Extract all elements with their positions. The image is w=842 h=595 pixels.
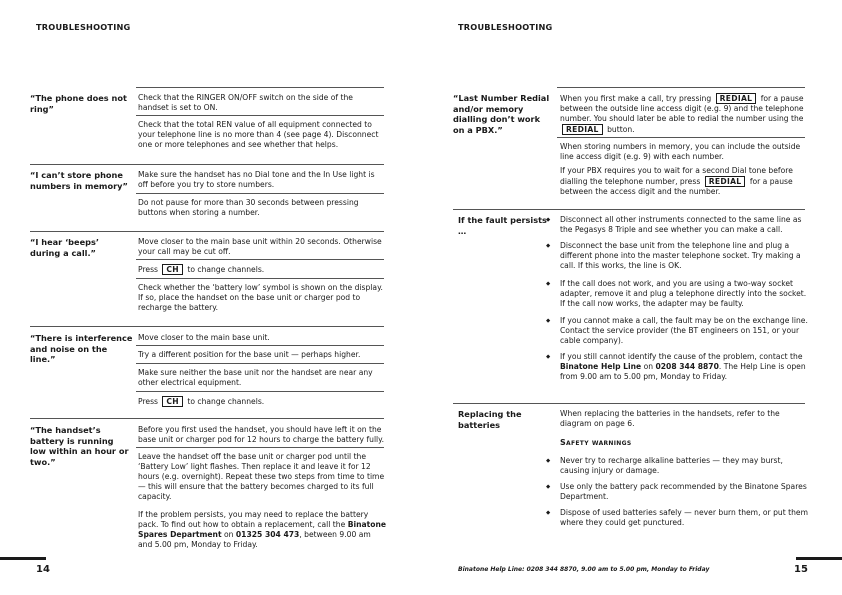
page-header-left: TROUBLESHOOTING	[36, 22, 131, 32]
divider	[136, 363, 384, 364]
answer-press-ch	[138, 264, 386, 275]
answer-redial-pause	[560, 93, 808, 135]
divider	[136, 345, 384, 346]
ch-key-icon: CH	[162, 396, 183, 407]
bullet-item: ◆ Use only the battery pack recommended by the Binatone Spares Department.	[560, 482, 808, 502]
section-divider	[30, 418, 384, 419]
answer-text: for a pause between the access digit and the number.	[560, 177, 793, 196]
answer-text: If your PBX requires you to wait for a second Dial tone before dialling the telephone number, press	[560, 166, 793, 186]
footer-bar	[796, 557, 842, 560]
answer-text: Check whether the ‘battery low’ symbol is shown on the display. If so, place the handset on the base unit or charger pod to recharge the battery.	[138, 283, 383, 312]
answer-pbx-wait	[560, 166, 808, 197]
divider	[136, 278, 384, 279]
answer-text: When storing numbers in memory, you can include the outside line access digit (e.g. 9) with each number.	[560, 142, 801, 161]
question-cant-store-numbers: “I can’t store phone numbers in memory”	[30, 170, 128, 191]
answer-text: on	[643, 362, 654, 371]
question-phone-no-ring: “The phone does not ring”	[30, 93, 127, 114]
answer-text: Try a different position for the base unit — perhaps higher.	[138, 350, 361, 359]
footer-help-line: Binatone Help Line: 0208 344 8870, 9.00 am to 5.00 pm, Monday to Friday	[458, 566, 710, 573]
spares-department-name: Binatone Spares Department	[138, 520, 387, 539]
section-divider	[30, 164, 384, 165]
divider	[136, 447, 384, 448]
redial-key-icon: REDIAL	[562, 124, 603, 135]
question-battery-low: “The handset’s battery is running low within an hour or two.”	[30, 425, 129, 467]
divider	[557, 137, 805, 138]
answer-text: When you first make a call, try pressing	[560, 94, 712, 103]
answer-text: When replacing the batteries in the handsets, refer to the diagram on page 6.	[560, 409, 780, 428]
bullet-item: ◆ Dispose of used batteries safely — never burn them, or put them where they could get punctured.	[560, 508, 808, 528]
answer-text: Leave the handset off the base unit or charger pod until the ‘Battery Low’ light flashes. Then replace it and leave it for 12 hours (e.g. overnight). Repeat these two steps from time to time — this will ensure that the battery becomes charged to its full capacity.	[138, 452, 385, 501]
divider	[136, 87, 384, 88]
answer-text: Move closer to the main base unit within 20 seconds. Otherwise your call may be cut off.	[138, 237, 382, 256]
bullet-item: ◆ Never try to recharge alkaline batteries — they may burst, causing injury or damage.	[560, 456, 808, 476]
answer-text: to change channels.	[187, 397, 265, 406]
answer-text: . The Help Line is open from 9.00 am to 5.00 pm, Monday to Friday.	[560, 362, 806, 381]
answer-text: to change channels.	[187, 265, 265, 274]
question-interference: “There is interference and noise on the line.”	[30, 333, 133, 364]
bullet-item: ◆ Disconnect all other instruments connected to the same line as the Pegasys 8 Triple and see whether you can make a call.	[560, 215, 808, 235]
divider	[136, 259, 384, 260]
help-line-number: 0208 344 8870	[655, 362, 719, 371]
question-fault-persists: If the fault persists …	[458, 215, 547, 236]
section-divider	[453, 403, 805, 404]
page-number-left: 14	[36, 564, 50, 575]
answer-text: Make sure the handset has no Dial tone and the In Use light is off before you try to store numbers.	[138, 170, 375, 189]
help-line-name: Binatone Help Line	[560, 362, 642, 371]
spares-phone-number: 01325 304 473	[235, 530, 300, 539]
answer-text: Press	[138, 397, 158, 406]
divider	[136, 193, 384, 194]
safety-warnings-heading: Safety warnings	[560, 438, 632, 447]
bullet-item: ◆ If you cannot make a call, the fault may be on the exchange line. Contact the service provider (the BT engineers on 151, or your cable company).	[560, 316, 808, 346]
question-last-number-redial: “Last Number Redial and/or memory dialling don’t work on a PBX.”	[453, 93, 550, 135]
answer-text: on	[224, 530, 234, 539]
footer-bar	[0, 557, 46, 560]
answer-text: Press	[138, 265, 158, 274]
answer-text: Check that the RINGER ON/OFF switch on the side of the handset is set to ON.	[138, 93, 353, 112]
divider	[136, 391, 384, 392]
answer-text: Move closer to the main base unit.	[138, 333, 270, 342]
divider	[136, 115, 384, 116]
bullet-item: ◆ Disconnect the base unit from the telephone line and plug a different phone into the master telephone socket. Try making a call. If this works, the line is OK.	[560, 241, 808, 271]
question-hear-beeps: “I hear ‘beeps’ during a call.”	[30, 237, 99, 258]
question-replacing-batteries: Replacing the batteries	[458, 409, 522, 430]
answer-press-ch	[138, 396, 386, 407]
answer-text: Make sure neither the base unit nor the handset are near any other electrical equipment.	[138, 368, 373, 387]
answer-spares-department	[138, 510, 386, 550]
answer-text: , between 9.00 am and 5.00 pm, Monday to Friday.	[138, 530, 371, 549]
answer-text: for a pause between the outside line access digit (e.g. 9) and the telephone number. You should later be able to redial the number using the	[560, 94, 804, 123]
bullet-item: ◆ If the call does not work, and you are using a two-way socket adapter, remove it and plug a telephone directly into the socket. If the call now works, the adapter may be faulty.	[560, 279, 808, 309]
ch-key-icon: CH	[162, 264, 183, 275]
page-number-right: 15	[794, 564, 808, 575]
answer-text: If the problem persists, you may need to replace the battery pack. To find out how to obtain a replacement, call the	[138, 510, 369, 529]
page-header-right: TROUBLESHOOTING	[458, 22, 553, 32]
redial-key-icon: REDIAL	[716, 93, 757, 104]
section-divider	[30, 231, 384, 232]
answer-text: button.	[607, 125, 635, 134]
answer-text: If you still cannot identify the cause of the problem, contact the	[560, 352, 803, 361]
bullet-help-line	[560, 352, 808, 382]
section-divider	[30, 326, 384, 327]
redial-key-icon: REDIAL	[705, 176, 746, 187]
answer-text: Before you first used the handset, you should have left it on the base unit or charger pod for 12 hours to charge the battery fully.	[138, 425, 384, 444]
answer-text: Check that the total REN value of all equipment connected to your telephone line is no more than 4 (see page 4). Disconnect one or more telephones and see whether that helps.	[138, 120, 379, 149]
answer-text: Do not pause for more than 30 seconds between pressing buttons when storing a number.	[138, 198, 359, 217]
divider	[557, 87, 805, 88]
section-divider	[453, 209, 805, 210]
